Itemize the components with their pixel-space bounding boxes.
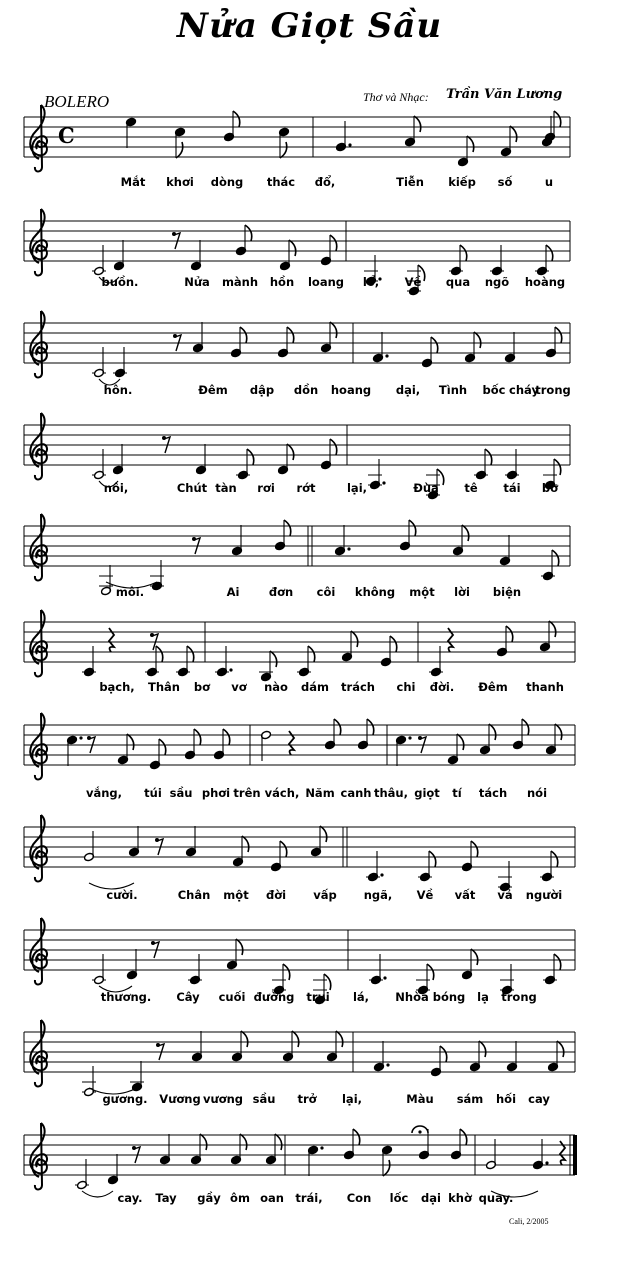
treble-clef-icon — [30, 1020, 47, 1087]
lyric-syllable: kiếp — [448, 175, 476, 189]
note-dot — [382, 481, 385, 484]
note-flag — [479, 1041, 486, 1057]
lyric-syllable: trái, — [295, 1191, 323, 1205]
lyric-syllable: ôm — [230, 1191, 250, 1205]
lyric-syllable: nói — [526, 786, 548, 800]
lyric-syllable: hối — [495, 1092, 517, 1106]
lyric-syllable: đời. — [429, 680, 455, 694]
lyric-syllable: hôn. — [103, 383, 133, 397]
lyric-syllable: thâu, — [373, 786, 409, 800]
lyric-syllable: một — [409, 585, 435, 599]
lyric-syllable: tách — [478, 786, 508, 800]
lyric-syllable: hồn — [269, 275, 295, 289]
note-dot — [386, 1063, 389, 1066]
note-flag — [194, 729, 201, 745]
lyric-syllable: người — [525, 888, 563, 902]
note-flag — [275, 1134, 282, 1150]
lyric-syllable: sầu — [252, 1092, 276, 1106]
note-flag — [471, 949, 478, 965]
lyric-syllable: Về — [404, 275, 422, 289]
note-flag — [156, 646, 163, 662]
note-flag — [330, 322, 337, 338]
lyric-syllable: khơi — [166, 175, 194, 189]
lyric-syllable: sầu — [169, 786, 193, 800]
lyric-syllable: tái — [503, 481, 521, 495]
lyric-syllable: Thân — [148, 680, 180, 694]
lyric-syllable: Tiễn — [396, 175, 424, 189]
treble-clef-icon — [30, 918, 47, 985]
lyric-syllable: Năm — [305, 786, 335, 800]
lyric-syllable: Vương — [159, 1092, 201, 1106]
note-dot — [347, 547, 350, 550]
lyric-syllable: cuối — [218, 990, 246, 1004]
lyric-syllable: nôi, — [103, 481, 129, 495]
treble-clef-icon — [30, 713, 47, 780]
lyric-syllable: cay. — [117, 1191, 143, 1205]
lyric-syllable: rơi — [257, 481, 275, 495]
note-flag — [336, 1031, 343, 1047]
treble-clef-icon — [30, 514, 47, 581]
lyric-syllable: cay — [528, 1092, 550, 1106]
lyric-syllable: giọt — [414, 786, 440, 800]
note-flag — [554, 954, 561, 970]
note-flag — [233, 111, 240, 127]
lyric-syllable: Con — [346, 1191, 372, 1205]
lyric-syllable: trở — [297, 1092, 317, 1106]
lyric-syllable: dám — [301, 680, 329, 694]
lyric-syllable: Nửa — [184, 275, 210, 289]
lyric-syllable: ngõ — [484, 275, 510, 289]
lyric-syllable: lời — [454, 585, 470, 599]
lyric-syllable: qua — [445, 275, 471, 289]
lyric-syllable: đường — [253, 990, 295, 1004]
lyric-syllable: dồn — [293, 383, 319, 397]
note-flag — [292, 1031, 299, 1047]
song-title: Nửa Giọt Sầu — [176, 6, 443, 46]
lyric-syllable: thác — [266, 175, 296, 189]
note-dot — [348, 143, 351, 146]
lyric-syllable: tàn — [215, 481, 237, 495]
note-flag — [280, 841, 287, 857]
note-flag — [489, 724, 496, 740]
note-flag — [245, 225, 252, 241]
lyric-syllable: trong — [501, 990, 537, 1004]
note-flag — [351, 631, 358, 647]
lyric-syllable: tê — [464, 481, 478, 495]
lyric-syllable: biện — [492, 585, 522, 599]
lyric-syllable: u — [544, 175, 554, 189]
fermata-dot — [418, 1130, 421, 1133]
note-flag — [320, 826, 327, 842]
lyric-syllable: dập — [249, 383, 275, 397]
treble-clef-icon — [30, 610, 47, 677]
lyric-syllable: túi — [144, 786, 162, 800]
lyric-syllable: vất — [454, 888, 476, 902]
note-flag — [390, 636, 397, 652]
note-flag — [242, 836, 249, 852]
note-flag — [462, 525, 469, 541]
lyric-syllable: Đêm — [478, 680, 508, 694]
treble-clef-icon — [30, 311, 47, 378]
note-flag — [554, 459, 561, 475]
note-flag — [555, 327, 562, 343]
note-dot — [383, 976, 386, 979]
note-flag — [353, 1129, 360, 1145]
lyric-syllable: đời — [265, 888, 287, 902]
note-flag — [427, 964, 434, 980]
note-flag — [283, 964, 290, 980]
lyric-syllable: vách, — [264, 786, 300, 800]
lyric-syllable: sám — [456, 1092, 484, 1106]
lyric-syllable: Đêm — [198, 383, 228, 397]
note-flag — [127, 734, 134, 750]
note-dot — [408, 736, 411, 739]
note-dot — [79, 736, 82, 739]
note-flag — [546, 245, 553, 261]
lyric-syllable: trên — [233, 786, 261, 800]
lyric-syllable: Tay — [155, 1191, 177, 1205]
lyric-syllable: Màu — [406, 1092, 434, 1106]
lyric-syllable: Đùa — [413, 481, 439, 495]
note-flag — [549, 621, 556, 637]
lyric-syllable: Chân — [177, 888, 211, 902]
note-flag — [308, 646, 315, 662]
lyric-syllable: dòng — [210, 175, 244, 189]
tie — [82, 1191, 113, 1197]
lyric-syllable: Nhòa — [395, 990, 429, 1004]
note-flag — [223, 729, 230, 745]
lyric-syllable: ngã, — [363, 888, 393, 902]
note-flag — [284, 520, 291, 536]
lyric-syllable: trong — [535, 383, 571, 397]
note-flag — [557, 1041, 564, 1057]
note-flag — [240, 327, 247, 343]
note-flag — [460, 245, 467, 261]
lyric-syllable: Cây — [176, 990, 200, 1004]
note-flag — [334, 719, 341, 735]
lyric-syllable: lại, — [341, 1092, 363, 1106]
lyric-syllable: vấp — [313, 888, 337, 902]
note-dot — [545, 1161, 548, 1164]
lyric-syllable: mành — [221, 275, 259, 289]
note-flag — [247, 449, 254, 465]
note-flag — [457, 734, 464, 750]
lyric-syllable: thanh — [526, 680, 564, 694]
lyric-syllable: rớt — [296, 481, 316, 495]
lyric-syllable: tí — [452, 786, 462, 800]
lyric-syllable: lạ — [477, 990, 489, 1004]
treble-clef-icon — [30, 815, 47, 882]
lyric-syllable: hoang — [330, 383, 372, 397]
note-flag — [554, 111, 561, 127]
note-flag — [289, 240, 296, 256]
note-flag — [506, 626, 513, 642]
lyric-syllable: lá, — [352, 990, 370, 1004]
note-flag — [440, 1046, 447, 1062]
lyric-syllable: cười. — [106, 888, 138, 902]
date-place-footer: Cali, 2/2005 — [509, 1217, 549, 1226]
composer-name: Trần Văn Lương — [446, 87, 563, 102]
note-flag — [510, 126, 517, 142]
treble-clef-icon — [30, 413, 47, 480]
note-flag — [330, 235, 337, 251]
lyric-syllable: loang — [307, 275, 345, 289]
lyric-syllable: vả — [497, 888, 513, 902]
lyric-syllable: khờ — [448, 1191, 472, 1205]
note-flag — [187, 646, 194, 662]
note-flag — [287, 444, 294, 460]
lyric-syllable: lốc — [389, 1191, 409, 1205]
lyric-syllable: đơn — [268, 585, 294, 599]
note-flag — [555, 724, 562, 740]
note-flag — [270, 651, 277, 667]
lyric-syllable: côi — [316, 585, 336, 599]
genre-label: BOLERO — [44, 92, 110, 111]
note-dot — [385, 354, 388, 357]
lyric-syllable: chi — [396, 680, 416, 694]
lyric-syllable: bốc — [482, 383, 506, 397]
lyric-syllable: nào — [264, 680, 288, 694]
lyric-syllable: bờ — [541, 481, 559, 495]
lyric-syllable: đổ, — [314, 175, 336, 189]
note-flag — [429, 851, 436, 867]
note-flag — [414, 116, 421, 132]
lyric-syllable: buồn. — [101, 275, 139, 289]
note-flag — [287, 327, 294, 343]
note-flag — [467, 136, 474, 152]
treble-clef-icon — [30, 1123, 47, 1190]
note-flag — [330, 439, 337, 455]
lyric-syllable: vắng, — [85, 786, 123, 800]
note-flag — [324, 974, 331, 990]
lyric-syllable: canh — [340, 786, 372, 800]
lyric-syllable: Mắt — [120, 175, 146, 189]
lyric-syllable: số — [497, 175, 513, 189]
note-flag — [460, 1129, 467, 1145]
lyric-syllable: quay. — [478, 1191, 514, 1205]
note-flag — [522, 719, 529, 735]
lyric-syllable: Chút — [176, 481, 208, 495]
lyric-syllable: oan — [260, 1191, 284, 1205]
note-flag — [176, 142, 183, 158]
note-flag — [485, 449, 492, 465]
lyric-syllable: phơi — [201, 786, 231, 800]
lyric-syllable: Ai — [226, 585, 240, 599]
lyric-syllable: gầy — [197, 1191, 221, 1205]
credit-label: Thơ và Nhạc: — [363, 90, 429, 104]
note-flag — [551, 851, 558, 867]
note-flag — [471, 841, 478, 857]
lyric-syllable: môi. — [115, 585, 145, 599]
lyric-syllable: không — [354, 585, 396, 599]
lyric-syllable: Về — [416, 888, 434, 902]
note-flag — [241, 1031, 248, 1047]
lyric-syllable: dại — [421, 1191, 441, 1205]
lyric-syllable: lổ, — [362, 275, 380, 289]
lyric-syllable: trách — [341, 680, 375, 694]
treble-clef-icon — [30, 105, 47, 172]
note-flag — [552, 550, 559, 566]
lyric-syllable: bóng — [432, 990, 466, 1004]
note-flag — [474, 332, 481, 348]
note-flag — [383, 1160, 390, 1176]
note-dot — [229, 668, 232, 671]
note-flag — [236, 939, 243, 955]
note-flag — [240, 1134, 247, 1150]
lyric-syllable: dại, — [395, 383, 421, 397]
treble-clef-icon — [30, 209, 47, 276]
lyric-syllable: bơ — [193, 680, 211, 694]
final-barline-thick — [573, 1135, 577, 1175]
note-flag — [200, 1134, 207, 1150]
lyric-syllable: hoàng — [524, 275, 566, 289]
lyric-syllable: một — [223, 888, 249, 902]
lyric-syllable: bạch, — [99, 680, 135, 694]
note-dot — [320, 1146, 323, 1149]
note-dot — [380, 873, 383, 876]
note-flag — [159, 739, 166, 755]
note-flag — [409, 520, 416, 536]
note-flag — [431, 337, 438, 353]
lyric-syllable: trụi — [306, 990, 330, 1004]
lyric-syllable: vương — [202, 1092, 244, 1106]
time-signature: C — [58, 123, 75, 148]
lyric-syllable: Tình — [438, 383, 468, 397]
lyric-syllable: thương. — [100, 990, 152, 1004]
lyric-syllable: vơ — [231, 680, 247, 694]
lyric-syllable: gương. — [102, 1092, 148, 1106]
note-flag — [280, 142, 287, 158]
note-flag — [367, 719, 374, 735]
lyric-syllable: lại, — [346, 481, 368, 495]
lyric-syllable: cháy — [509, 383, 539, 397]
